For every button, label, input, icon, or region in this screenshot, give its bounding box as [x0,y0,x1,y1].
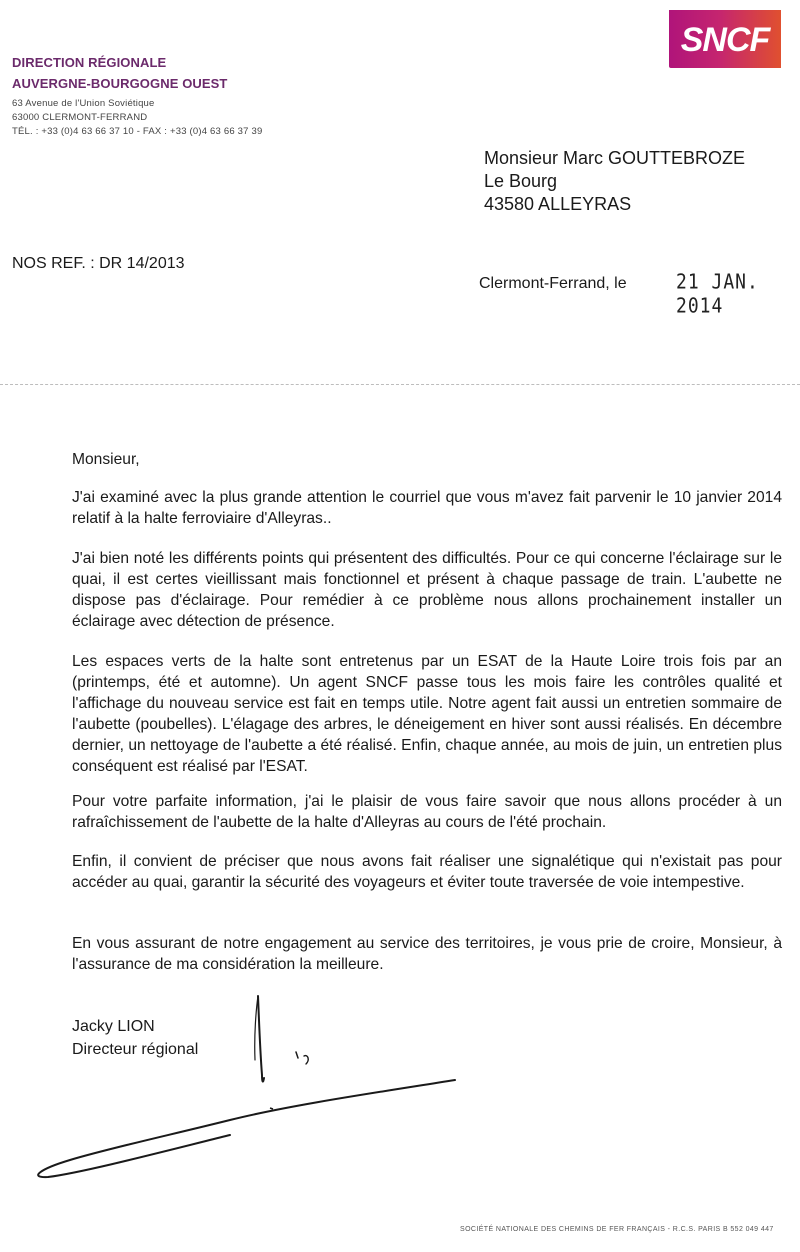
signatory-title: Directeur régional [72,1041,199,1058]
recipient-street: Le Bourg [484,171,558,191]
sender-region: AUVERGNE-BOURGOGNE OUEST [12,76,228,91]
sender-city: 63000 CLERMONT-FERRAND [12,112,148,123]
sender-direction: DIRECTION RÉGIONALE [12,55,167,70]
salutation: Monsieur, [72,451,140,468]
sncf-logo [669,10,781,68]
paragraph-5-text: Enfin, il convient de préciser que nous avons fait réaliser une signalétique qui n'existait pas pour accéder au quai, garantir la sécurité des voyageurs et éviter toute traversée de voie intempestive. [72,853,782,891]
paragraph-1-text: J'ai examiné avec la plus grande attention le courriel que vous m'avez fait parvenir le 10 janvier 2014 relatif à la halte ferroviaire d'Alleyras.. [72,489,782,527]
sender-street: 63 Avenue de l'Union Soviétique [12,98,155,109]
recipient-name: Monsieur Marc GOUTTEBROZE [484,148,746,168]
logo-text: SNCF [680,21,770,59]
recipient-block [484,147,745,216]
paragraph-1 [72,487,782,529]
paragraph-6-text: En vous assurant de notre engagement au service des territoires, je vous prie de croire, Monsieur, à l'assurance de ma considération la meilleure. [72,935,782,973]
paragraph-5 [72,851,782,893]
reference: NOS REF. : DR 14/2013 [12,255,185,272]
date-stamp: 21 JAN. 2014 [676,269,759,319]
fold-line [0,384,800,385]
signatory-name: Jacky LION [72,1018,155,1035]
paragraph-2 [72,548,782,632]
place: Clermont-Ferrand, le [479,275,627,292]
recipient-city: 43580 ALLEYRAS [484,194,632,214]
paragraph-4 [72,791,782,833]
handwritten-signature [0,980,480,1190]
paragraph-4-text: Pour votre parfaite information, j'ai le plaisir de vous faire savoir que nous allons procéder à un rafraîchissement de l'aubette de la halte d'Alleyras au cours de l'été prochain. [72,793,782,831]
sender-phone: TÉL. : +33 (0)4 63 66 37 10 - FAX : +33 (0)4 63 66 37 39 [12,126,263,137]
paragraph-3 [72,651,782,777]
paragraph-6 [72,933,782,975]
paragraph-2-text: J'ai bien noté les différents points qui présentent des difficultés. Pour ce qui concerne l'éclairage sur le quai, il est certes vieillissant mais fonctionnel et présent à chaque passage de train. L'aubette ne dispose pas d'éclairage. Pour remédier à ce problème nous allons prochainement installer un éclairage avec détection de présence. [72,550,782,630]
paragraph-3-text: Les espaces verts de la halte sont entretenus par un ESAT de la Haute Loire trois fois par an (printemps, été et automne). Un agent SNCF passe tous les mois faire les contrôles qualité et l'affichage du nouveau service est fait en temps utile. Notre agent fait aussi un entretien sommaire de l'aubette (poubelles). L'élagage des arbres, le déneigement en hiver sont aussi réalisés. En décembre dernier, un nettoyage de l'aubette a été réalisé. Enfin, chaque année, au mois de juin, un entretien plus conséquent est réalisé par l'ESAT. [72,653,782,775]
footer-legal: SOCIÉTÉ NATIONALE DES CHEMINS DE FER FRANÇAIS - R.C.S. PARIS B 552 049 447 [460,1226,774,1233]
